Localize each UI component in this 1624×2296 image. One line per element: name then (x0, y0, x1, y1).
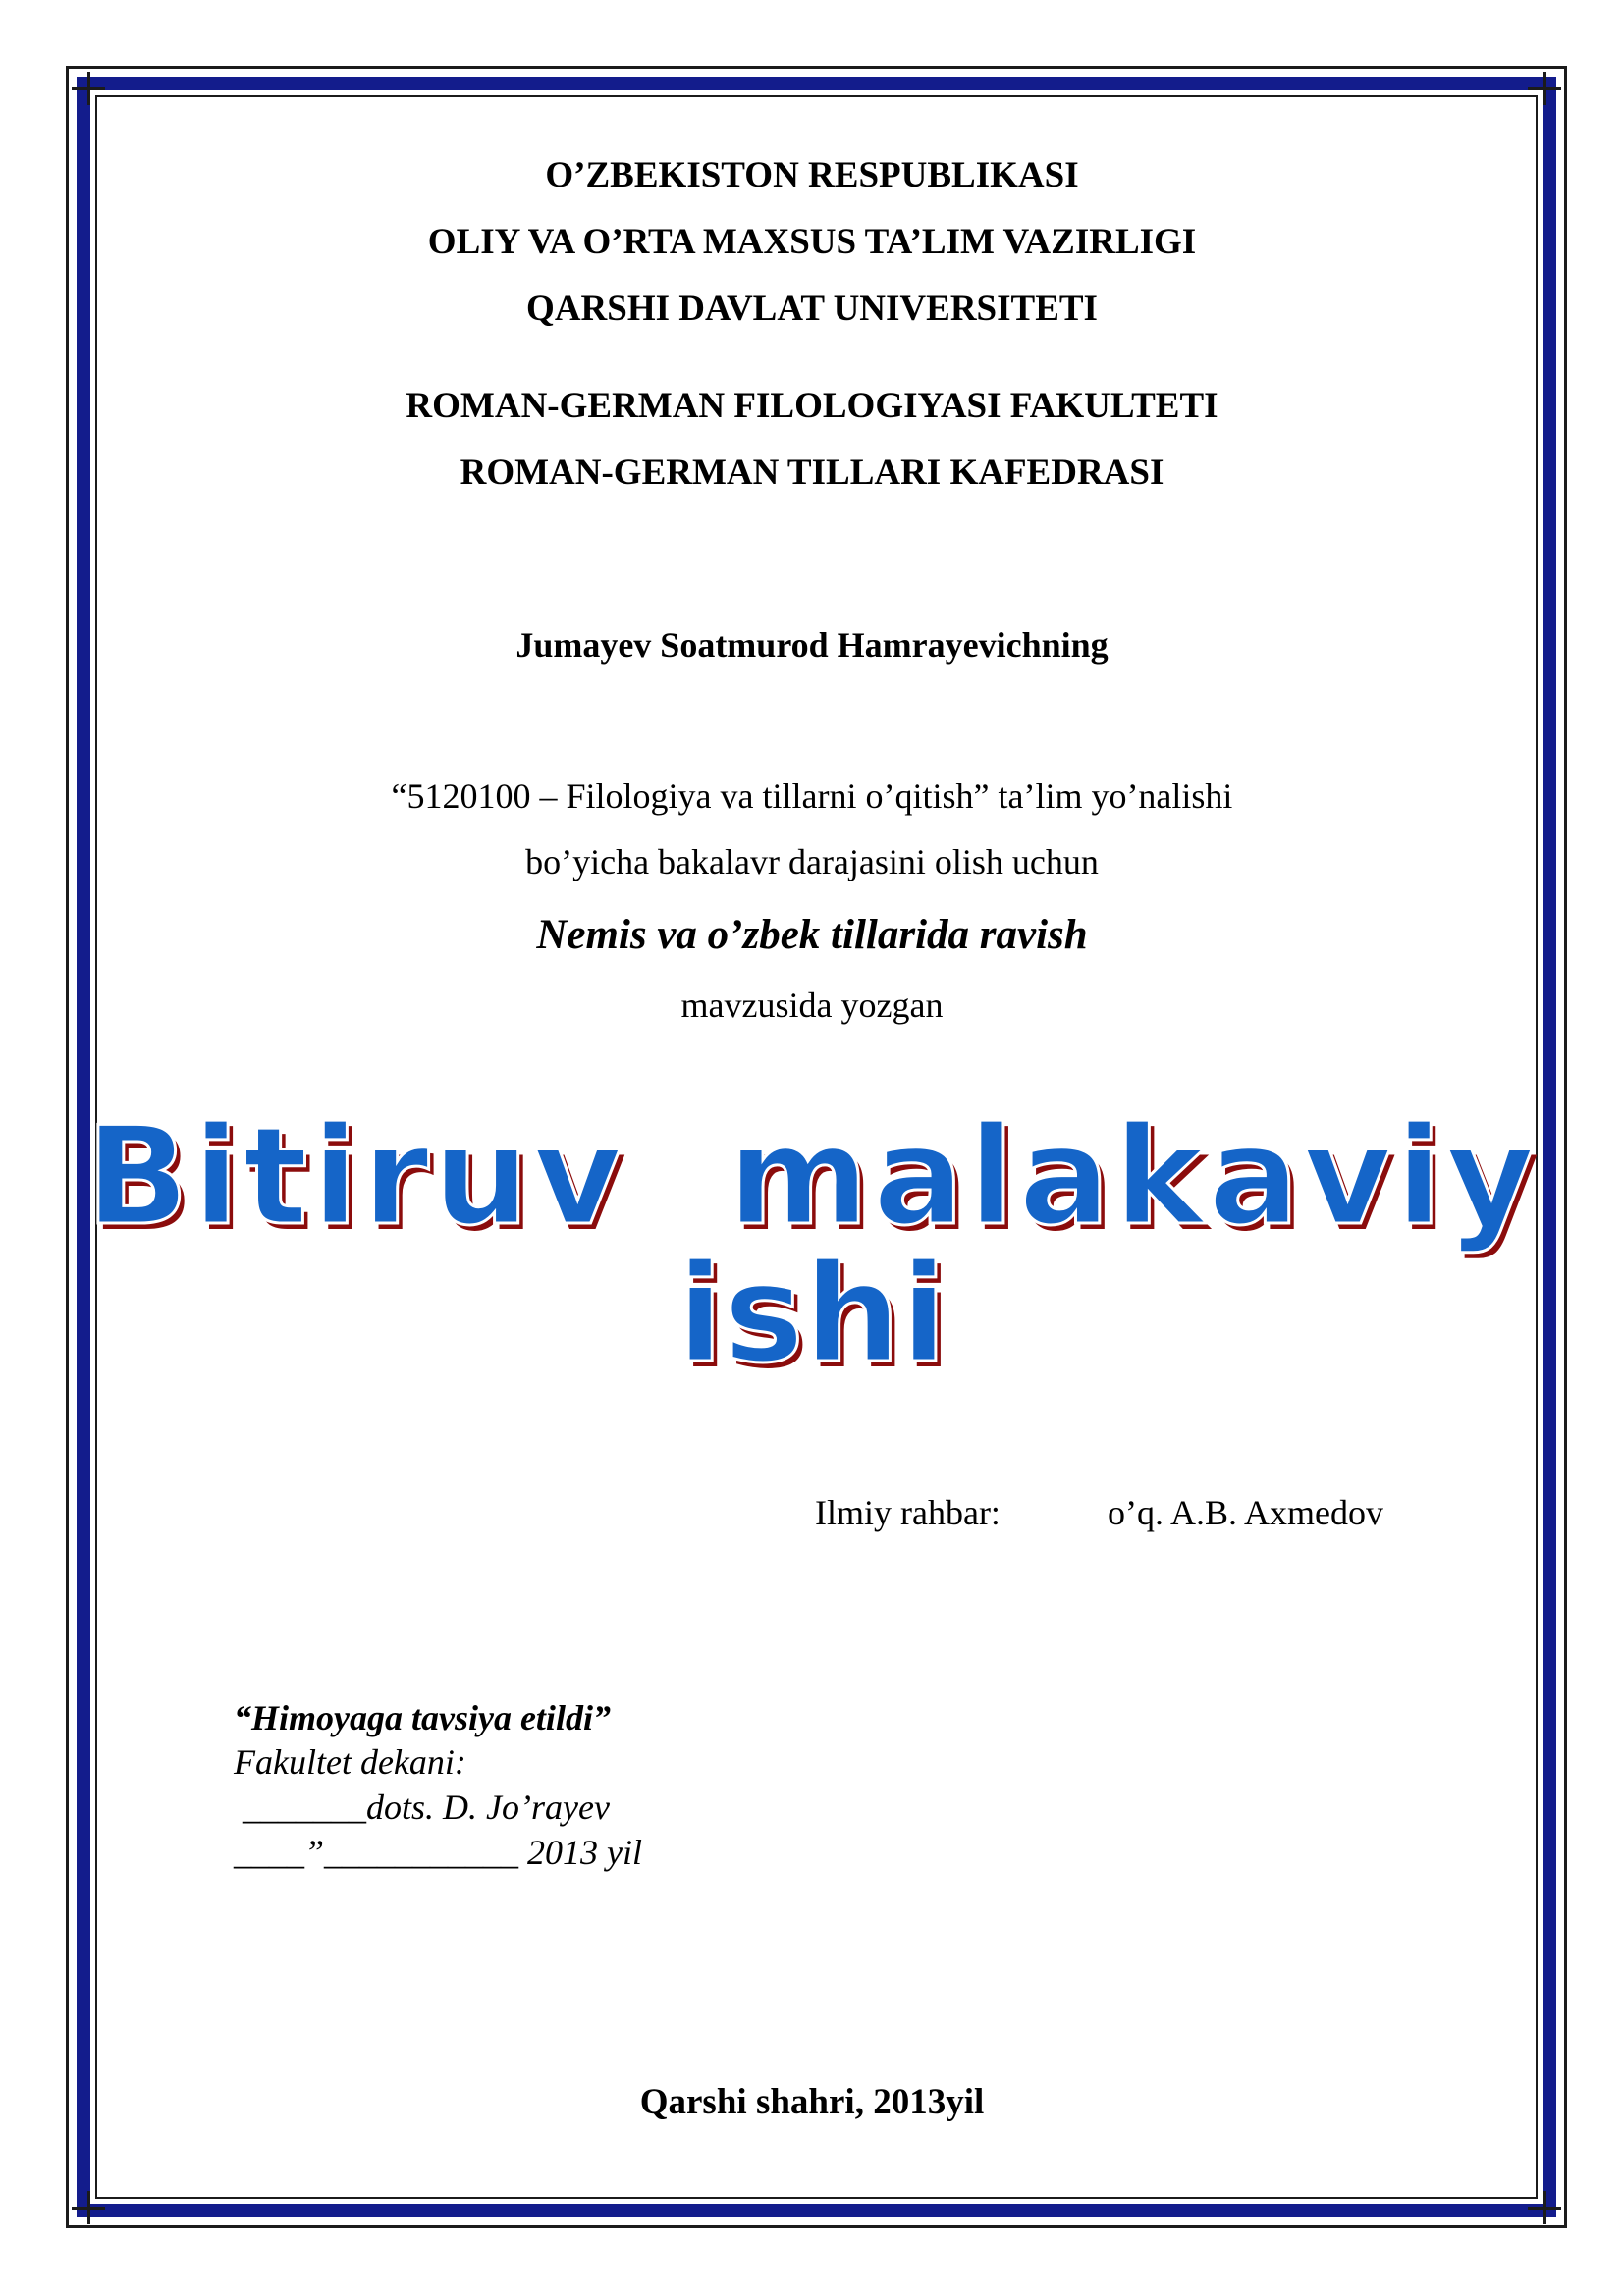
corner-ornament-bottom-left (72, 2191, 105, 2224)
advisor-label: Ilmiy rahbar: (815, 1493, 1001, 1532)
header-university: QARSHI DAVLAT UNIVERSITETI (526, 289, 1098, 329)
topic-suffix: mavzusida yozgan (680, 986, 944, 1025)
corner-ornament-bottom-right (1528, 2191, 1561, 2224)
dean-label: Fakultet dekani: (234, 1742, 466, 1782)
corner-ornament-top-left (72, 72, 105, 105)
header-ministry: OLIY VA O’RTA MAXSUS TA’LIM VAZIRLIGI (427, 222, 1197, 262)
date-line: ____”___________ 2013 yil (234, 1833, 643, 1872)
corner-ornament-top-right (1528, 72, 1561, 105)
title-line-2: ishi (677, 1235, 947, 1393)
dean-signature-line: _______dots. D. Jo’rayev (234, 1788, 610, 1827)
header-republic: O’ZBEKISTON RESPUBLIKASI (545, 155, 1079, 195)
city-year: Qarshi shahri, 2013yil (639, 2082, 985, 2122)
advisor-name: o’q. A.B. Axmedov (1108, 1493, 1384, 1532)
recommendation-heading: “Himoyaga tavsiya etildi” (234, 1698, 611, 1737)
thesis-topic: Nemis va o’zbek tillarida ravish (536, 912, 1088, 958)
header-department: ROMAN-GERMAN TILLARI KAFEDRASI (460, 453, 1164, 493)
description-line-2: bo’yicha bakalavr darajasini olish uchun (525, 842, 1099, 881)
header-faculty: ROMAN-GERMAN FILOLOGIYASI FAKULTETI (406, 386, 1218, 426)
title-line-1: Bitiruv malakaviy (85, 1097, 1539, 1255)
author-name: Jumayev Soatmurod Hamrayevichning (515, 625, 1109, 665)
description-line-1: “5120100 – Filologiya va tillarni o’qitish” ta’lim yo’nalishi (391, 776, 1233, 816)
